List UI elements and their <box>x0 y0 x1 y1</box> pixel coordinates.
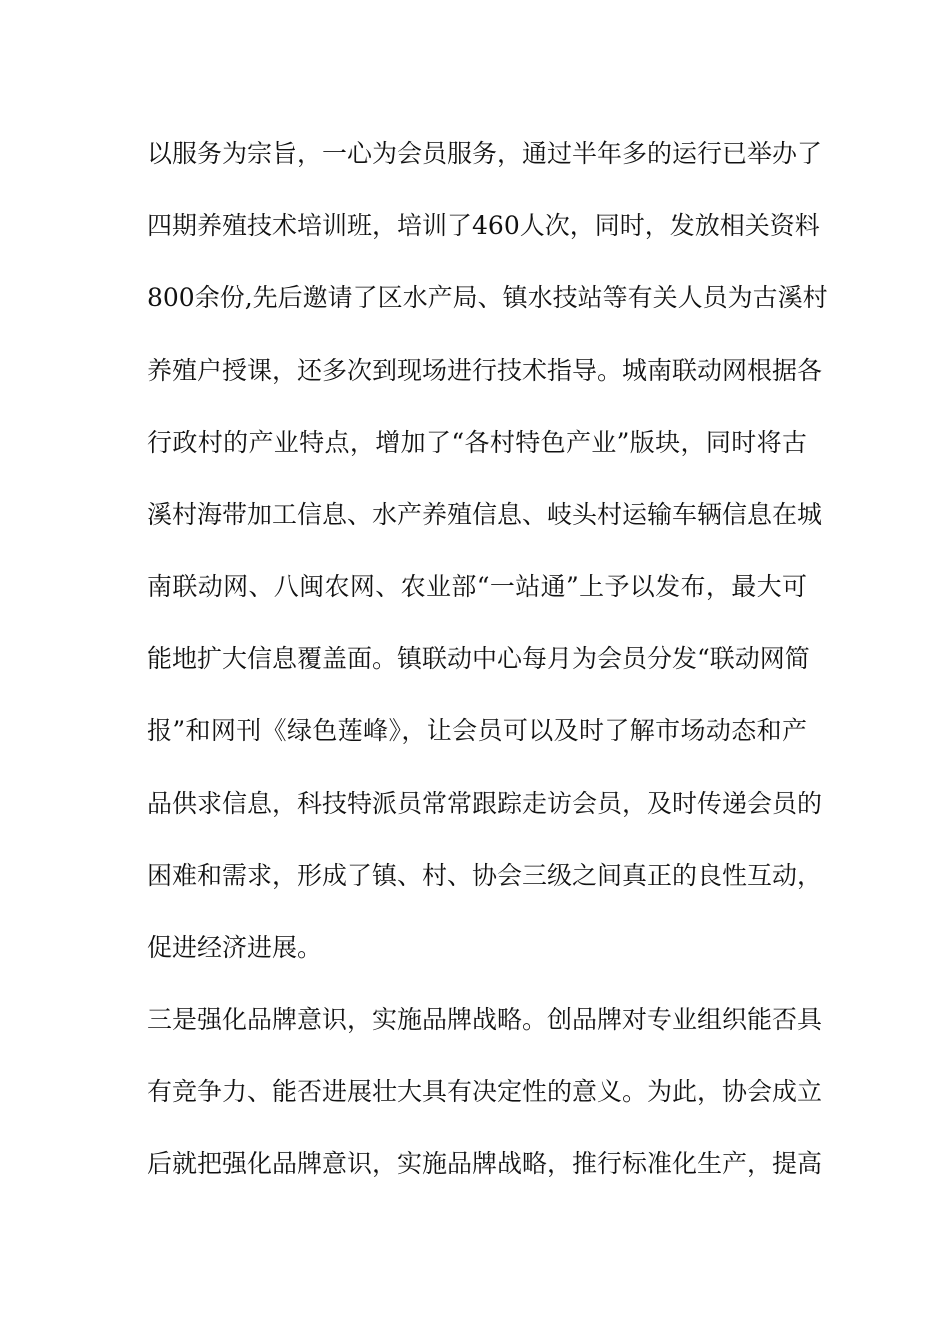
body-line-14: 有竞争力、能否进展壮大具有决定性的意义。为此，协会成立 <box>147 1077 823 1106</box>
body-line-7: 南联动网、八闽农网、农业部“一站通”上予以发布，最大可 <box>147 572 807 601</box>
body-line-6: 溪村海带加工信息、水产养殖信息、岐头村运输车辆信息在城 <box>147 500 823 529</box>
body-line-5: 行政村的产业特点，增加了“各村特色产业”版块，同时将古 <box>147 428 807 457</box>
body-line-13: 三是强化品牌意识，实施品牌战略。创品牌对专业组织能否具 <box>147 1005 823 1034</box>
body-line-1: 以服务为宗旨，一心为会员服务，通过半年多的运行已举办了 <box>147 139 823 168</box>
body-line-15: 后就把强化品牌意识，实施品牌战略，推行标准化生产，提高 <box>147 1149 823 1178</box>
body-line-12: 促进经济进展。 <box>147 933 323 962</box>
body-line-3: 800余份,先后邀请了区水产局、镇水技站等有关人员为古溪村 <box>147 283 828 312</box>
body-line-2: 四期养殖技术培训班，培训了460人次，同时，发放相关资料 <box>147 211 820 240</box>
body-line-10: 品供求信息，科技特派员常常跟踪走访会员，及时传递会员的 <box>147 789 823 818</box>
body-line-9: 报”和网刊《绿色莲峰》，让会员可以及时了解市场动态和产 <box>147 716 807 745</box>
body-line-11: 困难和需求，形成了镇、村、协会三级之间真正的良性互动， <box>147 861 823 890</box>
body-line-8: 能地扩大信息覆盖面。镇联动中心每月为会员分发“联动网简 <box>147 644 810 673</box>
body-line-4: 养殖户授课，还多次到现场进行技术指导。城南联动网根据各 <box>147 356 823 385</box>
